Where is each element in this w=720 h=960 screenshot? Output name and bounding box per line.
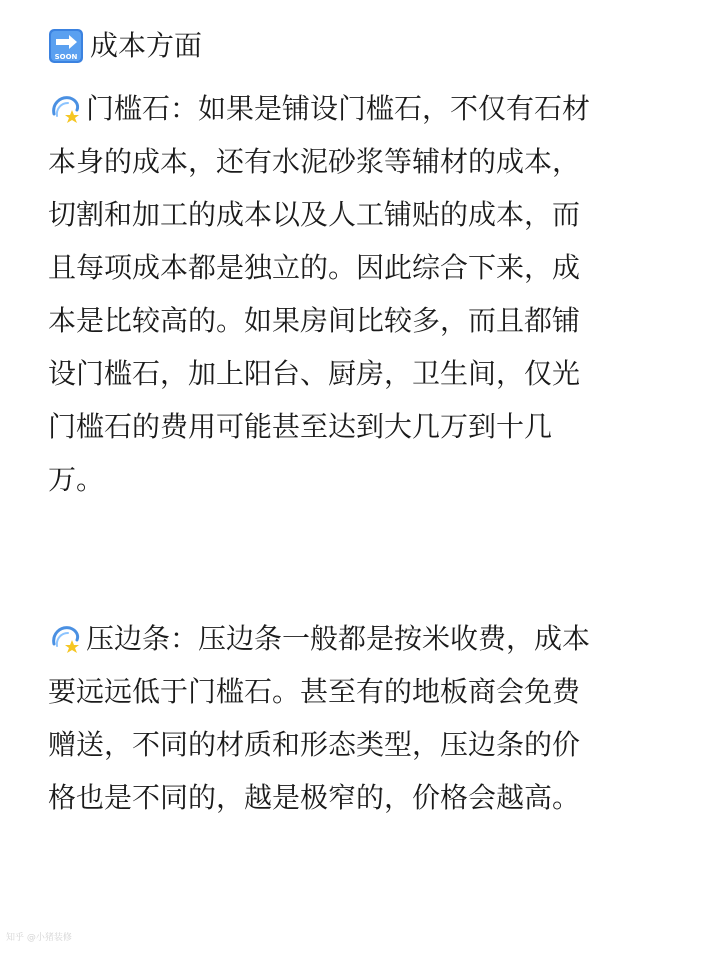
comet-sparkle-icon xyxy=(48,622,82,656)
soon-arrow-icon xyxy=(48,28,84,64)
paragraph-line xyxy=(48,241,678,294)
line-text: 门槛石的费用可能甚至达到大几万到十几 xyxy=(48,410,553,443)
threshold-stone-section xyxy=(48,82,678,506)
line-text: 且每项成本都是独立的。因此综合下来，成 xyxy=(48,251,581,284)
line-text: 万。 xyxy=(48,463,105,496)
heading-text: 成本方面 xyxy=(90,29,203,62)
paragraph-line xyxy=(48,771,678,824)
paragraph-line xyxy=(48,400,678,453)
line-text: 格也是不同的，越是极窄的，价格会越高。 xyxy=(48,781,581,814)
paragraph-line xyxy=(48,718,678,771)
edge-strip-section xyxy=(48,612,678,824)
line-text: 设门槛石，加上阳台、厨房，卫生间，仅光 xyxy=(48,357,581,390)
paragraph-line xyxy=(48,188,678,241)
paragraph-line xyxy=(48,294,678,347)
watermark: 知乎 @小猪装修 xyxy=(6,933,72,943)
paragraph-line xyxy=(48,347,678,400)
line-text: 要远远低于门槛石。甚至有的地板商会免费 xyxy=(48,675,581,708)
section-heading xyxy=(48,20,202,72)
line-text: 本是比较高的。如果房间比较多，而且都铺 xyxy=(48,304,581,337)
svg-text:SOON: SOON xyxy=(54,53,78,61)
line-text: 门槛石：如果是铺设门槛石，不仅有石材 xyxy=(86,92,591,125)
paragraph-line xyxy=(48,665,678,718)
paragraph-line xyxy=(48,135,678,188)
line-text: 压边条：压边条一般都是按米收费，成本 xyxy=(86,622,591,655)
comet-sparkle-icon xyxy=(48,92,82,126)
paragraph-line xyxy=(48,612,678,665)
line-text: 本身的成本，还有水泥砂浆等辅材的成本， xyxy=(48,145,581,178)
paragraph-line xyxy=(48,82,678,135)
paragraph-line xyxy=(48,453,678,506)
line-text: 赠送，不同的材质和形态类型，压边条的价 xyxy=(48,728,581,761)
line-text: 切割和加工的成本以及人工铺贴的成本，而 xyxy=(48,198,581,231)
